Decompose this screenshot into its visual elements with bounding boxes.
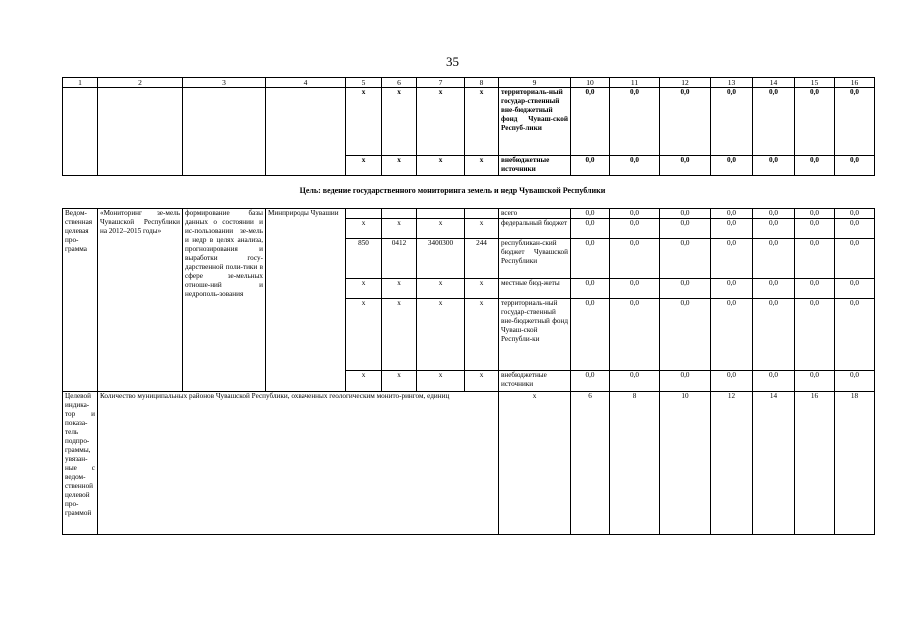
source-cell: местные бюд-жеты bbox=[499, 279, 571, 299]
col-header: 11 bbox=[610, 78, 660, 88]
source-cell: территориаль-ный государ-ственный вне-бюджетный фонд Чуваш-ской Респуб-лики bbox=[499, 88, 571, 156]
code-cell bbox=[417, 209, 465, 219]
program-name-cell: «Мониторинг зе-мель Чувашской Республики на 2012–2015 годы» bbox=[98, 209, 183, 392]
indicator-text-cell: Количество муниципальных районов Чувашской Республики, охваченных геологическим монито-рингом, единиц bbox=[98, 392, 499, 535]
col-header: 7 bbox=[417, 78, 465, 88]
indicator-source-cell: x bbox=[499, 392, 571, 535]
code-cell: x bbox=[417, 279, 465, 299]
value-cell: 0,0 bbox=[835, 239, 875, 279]
source-cell: внебюджетные источники bbox=[499, 371, 571, 392]
value-cell: 0,0 bbox=[835, 371, 875, 392]
code-cell: x bbox=[346, 88, 382, 156]
page-number: 35 bbox=[446, 54, 459, 69]
value-cell: 0,0 bbox=[610, 239, 660, 279]
value-cell: 0,0 bbox=[711, 299, 753, 371]
code-cell: x bbox=[346, 156, 382, 176]
code-cell: x bbox=[417, 156, 465, 176]
value-cell: 0,0 bbox=[835, 279, 875, 299]
value-cell: 0,0 bbox=[795, 299, 835, 371]
source-cell: внебюджетные источники bbox=[499, 156, 571, 176]
goal-heading: Цель: ведение государственного мониторинга земель и недр Чувашской Республики bbox=[299, 186, 606, 195]
value-cell: 0,0 bbox=[610, 156, 660, 176]
code-cell: x bbox=[465, 299, 499, 371]
value-cell: 0,0 bbox=[571, 156, 610, 176]
code-cell: x bbox=[346, 371, 382, 392]
value-cell: 0,0 bbox=[571, 239, 610, 279]
empty-cell bbox=[63, 88, 98, 176]
col-header: 15 bbox=[795, 78, 835, 88]
col-header: 3 bbox=[183, 78, 266, 88]
value-cell: 0,0 bbox=[711, 156, 753, 176]
col-header: 9 bbox=[499, 78, 571, 88]
value-cell: 0,0 bbox=[571, 299, 610, 371]
value-cell: 0,0 bbox=[835, 299, 875, 371]
value-cell: 0,0 bbox=[571, 219, 610, 239]
value-cell: 0,0 bbox=[795, 88, 835, 156]
value-cell: 0,0 bbox=[835, 156, 875, 176]
value-cell: 0,0 bbox=[660, 371, 711, 392]
source-cell: всего bbox=[499, 209, 571, 219]
col-header: 12 bbox=[660, 78, 711, 88]
code-cell: 3400300 bbox=[417, 239, 465, 279]
code-cell: x bbox=[417, 299, 465, 371]
indicator-value-cell: 8 bbox=[610, 392, 660, 535]
code-cell bbox=[346, 209, 382, 219]
code-cell: 850 bbox=[346, 239, 382, 279]
value-cell: 0,0 bbox=[660, 219, 711, 239]
empty-cell bbox=[266, 88, 346, 176]
value-cell: 0,0 bbox=[610, 219, 660, 239]
value-cell: 0,0 bbox=[610, 299, 660, 371]
value-cell: 0,0 bbox=[795, 209, 835, 219]
col-header: 1 bbox=[63, 78, 98, 88]
table-row bbox=[63, 88, 875, 156]
program-goal-cell: формирование базы данных о состоянии и ис-пользовании зе-мель и недр в целях анализа, прогнозирования и выработки госу-дарственной поли-тики в сфере зе-мельных отноше-ний и недрополь-зования bbox=[183, 209, 266, 392]
source-cell: территориаль-ный государ-ственный вне-бюджетный фонд Чуваш-ской Республи-ки bbox=[499, 299, 571, 371]
indicator-value-cell: 6 bbox=[571, 392, 610, 535]
value-cell: 0,0 bbox=[711, 209, 753, 219]
value-cell: 0,0 bbox=[571, 88, 610, 156]
code-cell bbox=[465, 209, 499, 219]
value-cell: 0,0 bbox=[660, 239, 711, 279]
code-cell bbox=[382, 209, 417, 219]
indicator-value-cell: 16 bbox=[795, 392, 835, 535]
code-cell: x bbox=[465, 156, 499, 176]
code-cell: x bbox=[382, 156, 417, 176]
value-cell: 0,0 bbox=[660, 299, 711, 371]
value-cell: 0,0 bbox=[571, 371, 610, 392]
value-cell: 0,0 bbox=[711, 88, 753, 156]
value-cell: 0,0 bbox=[795, 156, 835, 176]
value-cell: 0,0 bbox=[835, 209, 875, 219]
indicator-value-cell: 12 bbox=[711, 392, 753, 535]
value-cell: 0,0 bbox=[610, 88, 660, 156]
code-cell: x bbox=[417, 88, 465, 156]
value-cell: 0,0 bbox=[835, 88, 875, 156]
value-cell: 0,0 bbox=[753, 239, 795, 279]
value-cell: 0,0 bbox=[753, 279, 795, 299]
code-cell: x bbox=[346, 279, 382, 299]
value-cell: 0,0 bbox=[571, 209, 610, 219]
value-cell: 0,0 bbox=[711, 279, 753, 299]
source-cell: республикан-ский бюджет Чувашской Республики bbox=[499, 239, 571, 279]
indicator-value-cell: 18 bbox=[835, 392, 875, 535]
empty-cell bbox=[98, 88, 183, 176]
code-cell: x bbox=[465, 88, 499, 156]
code-cell: x bbox=[382, 279, 417, 299]
col-header: 2 bbox=[98, 78, 183, 88]
code-cell: x bbox=[465, 219, 499, 239]
col-header: 10 bbox=[571, 78, 610, 88]
indicator-label-cell: Целевой индика-тор и показа-тель подпро-граммы, увязан-ные с ведом-ственной целевой про-граммой bbox=[63, 392, 98, 535]
col-header: 4 bbox=[266, 78, 346, 88]
value-cell: 0,0 bbox=[753, 88, 795, 156]
value-cell: 0,0 bbox=[753, 209, 795, 219]
code-cell: x bbox=[417, 371, 465, 392]
col-header: 16 bbox=[835, 78, 875, 88]
code-cell: x bbox=[465, 279, 499, 299]
program-type-cell: Ведом-ственная целевая про-грамма bbox=[63, 209, 98, 392]
value-cell: 0,0 bbox=[711, 219, 753, 239]
code-cell: x bbox=[382, 219, 417, 239]
indicator-row bbox=[63, 392, 875, 535]
code-cell: x bbox=[346, 219, 382, 239]
code-cell: x bbox=[465, 371, 499, 392]
value-cell: 0,0 bbox=[610, 209, 660, 219]
source-cell: федеральный бюджет bbox=[499, 219, 571, 239]
value-cell: 0,0 bbox=[660, 156, 711, 176]
main-table bbox=[62, 208, 875, 535]
indicator-value-cell: 14 bbox=[753, 392, 795, 535]
value-cell: 0,0 bbox=[660, 88, 711, 156]
empty-cell bbox=[183, 88, 266, 176]
indicator-value-cell: 10 bbox=[660, 392, 711, 535]
value-cell: 0,0 bbox=[795, 279, 835, 299]
code-cell: x bbox=[382, 371, 417, 392]
value-cell: 0,0 bbox=[753, 371, 795, 392]
value-cell: 0,0 bbox=[753, 299, 795, 371]
executor-cell: Минприроды Чувашии bbox=[266, 209, 346, 392]
code-cell: x bbox=[382, 299, 417, 371]
col-header: 5 bbox=[346, 78, 382, 88]
top-table bbox=[62, 77, 875, 176]
value-cell: 0,0 bbox=[660, 209, 711, 219]
value-cell: 0,0 bbox=[835, 219, 875, 239]
value-cell: 0,0 bbox=[795, 219, 835, 239]
value-cell: 0,0 bbox=[571, 279, 610, 299]
value-cell: 0,0 bbox=[610, 371, 660, 392]
value-cell: 0,0 bbox=[711, 239, 753, 279]
col-header: 14 bbox=[753, 78, 795, 88]
value-cell: 0,0 bbox=[610, 279, 660, 299]
code-cell: x bbox=[346, 299, 382, 371]
code-cell: 244 bbox=[465, 239, 499, 279]
value-cell: 0,0 bbox=[711, 371, 753, 392]
value-cell: 0,0 bbox=[660, 279, 711, 299]
value-cell: 0,0 bbox=[753, 219, 795, 239]
code-cell: x bbox=[417, 219, 465, 239]
value-cell: 0,0 bbox=[753, 156, 795, 176]
col-header: 6 bbox=[382, 78, 417, 88]
header-row bbox=[63, 78, 875, 88]
value-cell: 0,0 bbox=[795, 239, 835, 279]
code-cell: 0412 bbox=[382, 239, 417, 279]
table-row bbox=[63, 209, 875, 219]
col-header: 13 bbox=[711, 78, 753, 88]
value-cell: 0,0 bbox=[795, 371, 835, 392]
col-header: 8 bbox=[465, 78, 499, 88]
code-cell: x bbox=[382, 88, 417, 156]
